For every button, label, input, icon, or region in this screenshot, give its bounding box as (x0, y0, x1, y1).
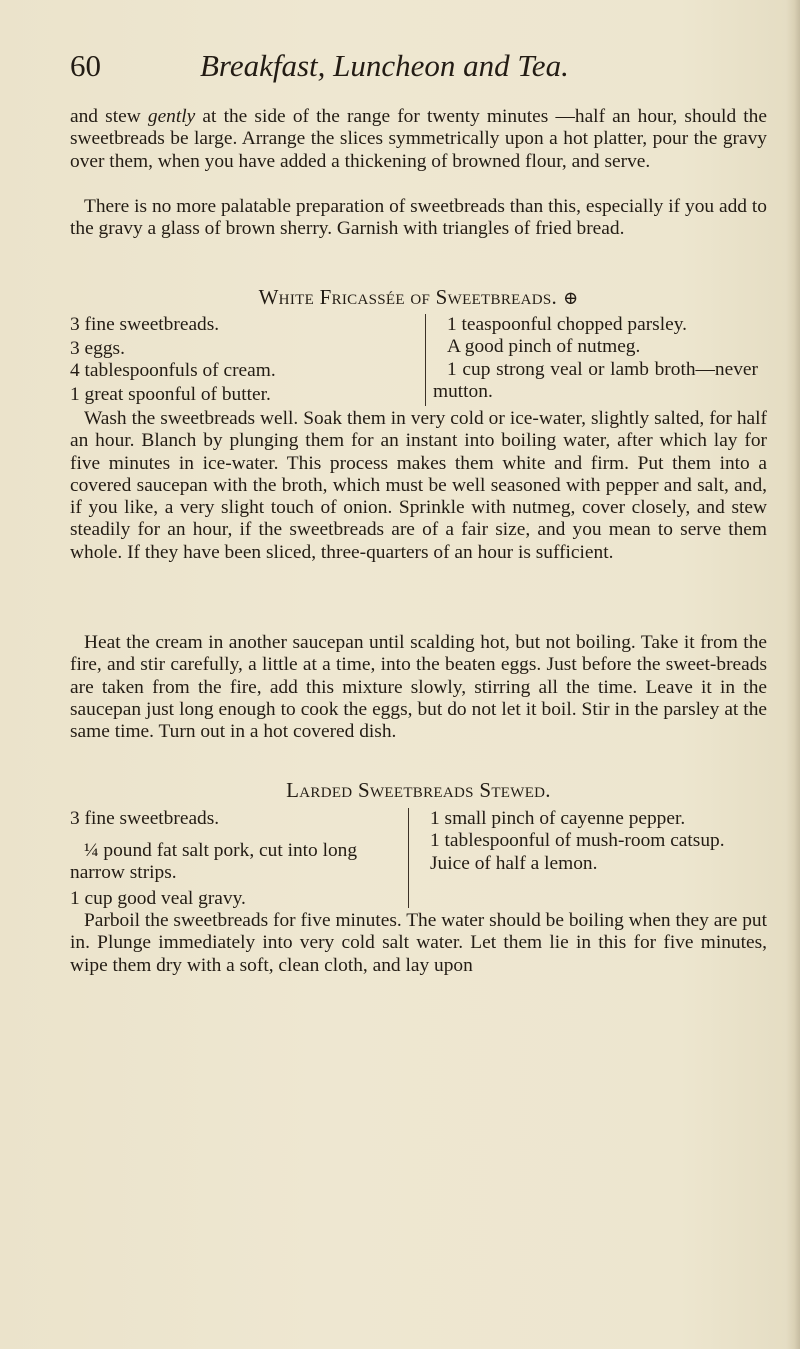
emphasis-gently: gently (147, 106, 196, 127)
ingredients-white-fricassee (70, 314, 767, 406)
intro-paragraph-2: There is no more palatable preparation of sweetbreads than this, especially if you add to the gravy a glass of brown sherry. Garnish with triangles of fried bread. (70, 196, 767, 240)
recipe2-paragraph-1: Parboil the sweetbreads for five minutes. The water should be boiling when they are put in. Plunge immediately into very cold salt water. Let them lie in this for five minutes, wipe them dry with a soft, clean cloth, and lay upon (70, 910, 767, 976)
ingredient-item: 1 cup strong veal or lamb broth—never mutton. (433, 358, 758, 402)
ingredient-item: A good pinch of nutmeg. (447, 336, 641, 358)
ingredient-item: 1 cup good veal gravy. (70, 888, 246, 909)
recipe1-paragraph-1: Wash the sweetbreads well. Soak them in very cold or ice-water, slightly salted, for half an hour. Blanch by plunging them for an instant into boiling water, after which lay for five minutes in ice-water. This process makes them white and firm. Put them into a covered saucepan with the broth, which must be well seasoned with pepper and salt, and, if you like, a very slight touch of onion. Sprinkle with nutmeg, cover closely, and stew steadily for an hour, if the sweetbreads are of a fair size, and you mean to serve them whole. If they have been sliced, three-quarters of an hour is sufficient. (70, 408, 767, 563)
cross-mark-icon: ⊕ (563, 288, 579, 308)
ingredients-larded-sweetbreads (70, 808, 767, 908)
ingredient-item: 3 fine sweetbreads. (70, 808, 220, 829)
ingredient-item: ¼ pound fat salt pork, cut into long narrow strips. (70, 840, 358, 884)
page-header (70, 46, 750, 86)
recipe-title-larded-sweetbreads: Larded Sweetbreads Stewed. (286, 778, 551, 802)
recipe-title-white-fricassee: White Fricassée of Sweetbreads. ⊕ (258, 285, 579, 309)
ingredient-item: 1 teaspoonful chopped parsley. (447, 314, 687, 335)
ingredients-right-column (425, 314, 758, 406)
page-number: 60 (70, 48, 101, 83)
ingredient-item: 3 eggs. (70, 338, 125, 359)
intro-paragraph-1: and stew gently at the side of the range for twenty minutes —half an hour, should the sweetbreads be large. Arrange the slices symmetrically upon a hot platter, pour the gravy over them, when you have added a thickening of browned flour, and serve. (70, 106, 767, 172)
ingredients-left-column (70, 808, 395, 910)
running-title: Breakfast, Luncheon and Tea. (200, 48, 569, 83)
ingredient-item: 4 tablespoonfuls of cream. (70, 360, 276, 381)
ingredient-item: 1 tablespoonful of mush-room catsup. (430, 830, 725, 852)
page-edge-shadow (786, 0, 800, 1349)
ingredient-item: Juice of half a lemon. (430, 852, 598, 874)
ingredient-item: 1 great spoonful of butter. (70, 384, 271, 405)
ingredients-left-column (70, 314, 415, 406)
ingredient-item: 3 fine sweetbreads. (70, 314, 220, 335)
recipe1-paragraph-2: Heat the cream in another saucepan until scalding hot, but not boiling. Take it from the fire, and stir carefully, a little at a time, into the beaten eggs. Just before the sweet-breads are taken from the fire, add this mixture slowly, stirring all the time. Leave it in the saucepan just long enough to cook the eggs, but do not let it boil. Stir in the parsley at the same time. Turn out in a hot covered dish. (70, 632, 767, 743)
ingredient-item: 1 small pinch of cayenne pepper. (430, 808, 686, 829)
ingredients-right-column (408, 808, 758, 908)
